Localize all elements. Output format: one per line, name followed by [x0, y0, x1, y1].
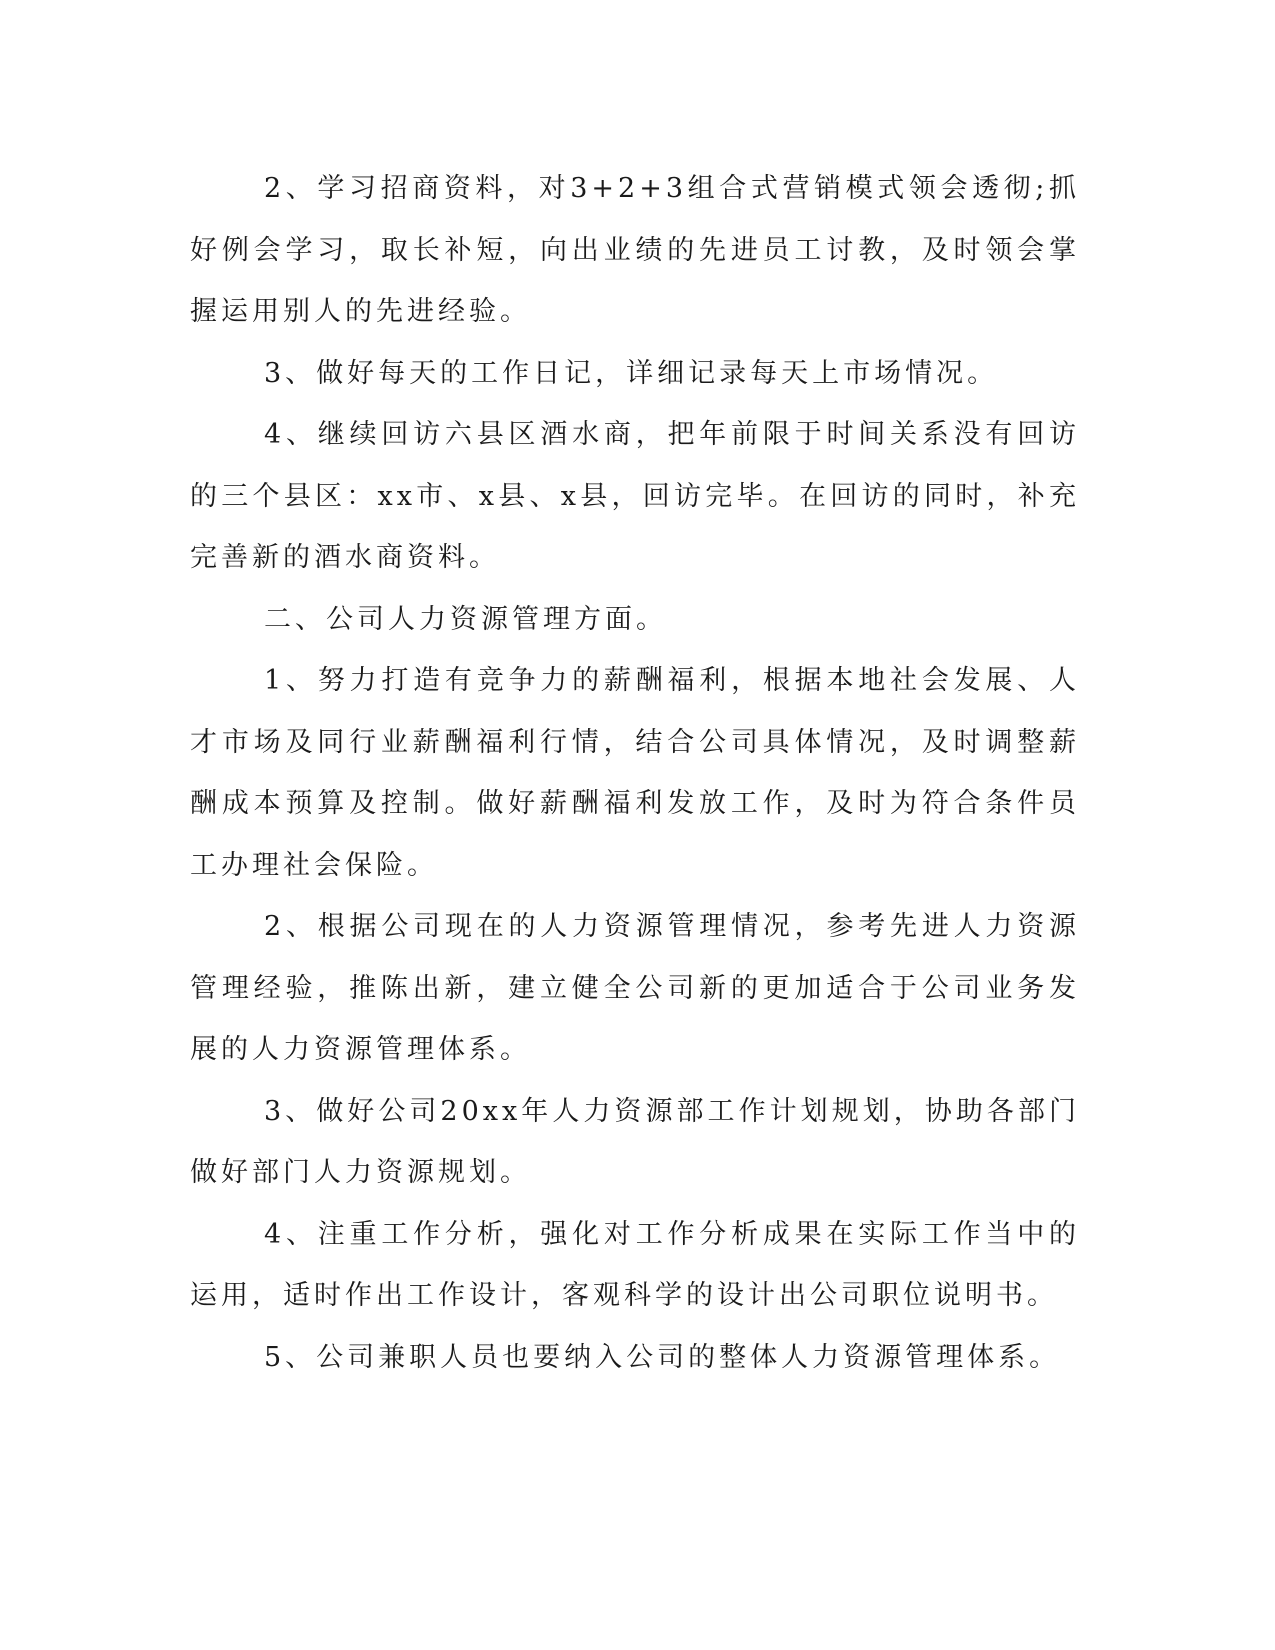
paragraph-work-diary: 3、做好每天的工作日记，详细记录每天上市场情况。 — [264, 357, 999, 389]
paragraph-job-analysis: 4、注重工作分析，强化对工作分析成果在实际工作当中的运用，适时作出工作设计，客观科学的设计出公司职位说明书。 — [190, 1218, 1080, 1311]
section-heading-hr-management: 二、公司人力资源管理方面。 — [264, 603, 667, 635]
paragraph-hr-planning: 3、做好公司20xx年人力资源部工作计划规划，协助各部门做好部门人力资源规划。 — [190, 1095, 1080, 1188]
document-body — [190, 158, 1080, 1388]
paragraph-compensation: 1、努力打造有竞争力的薪酬福利，根据本地社会发展、人才市场及同行业薪酬福利行情，结合公司具体情况，及时调整薪酬成本预算及控制。做好薪酬福利发放工作，及时为符合条件员工办理社会保险。 — [190, 665, 1080, 881]
paragraph-marketing-study: 2、学习招商资料，对3+2+3组合式营销模式领会透彻;抓好例会学习，取长补短，向出业绩的先进员工讨教，及时领会掌握运用别人的先进经验。 — [190, 173, 1080, 327]
paragraph-hr-system: 2、根据公司现在的人力资源管理情况，参考先进人力资源管理经验，推陈出新，建立健全公司新的更加适合于公司业务发展的人力资源管理体系。 — [190, 911, 1080, 1065]
paragraph-part-time-staff: 5、公司兼职人员也要纳入公司的整体人力资源管理体系。 — [264, 1341, 1061, 1373]
paragraph-distributor-visits: 4、继续回访六县区酒水商，把年前限于时间关系没有回访的三个县区：xx市、x县、x县，回访完毕。在回访的同时，补充完善新的酒水商资料。 — [190, 419, 1080, 573]
